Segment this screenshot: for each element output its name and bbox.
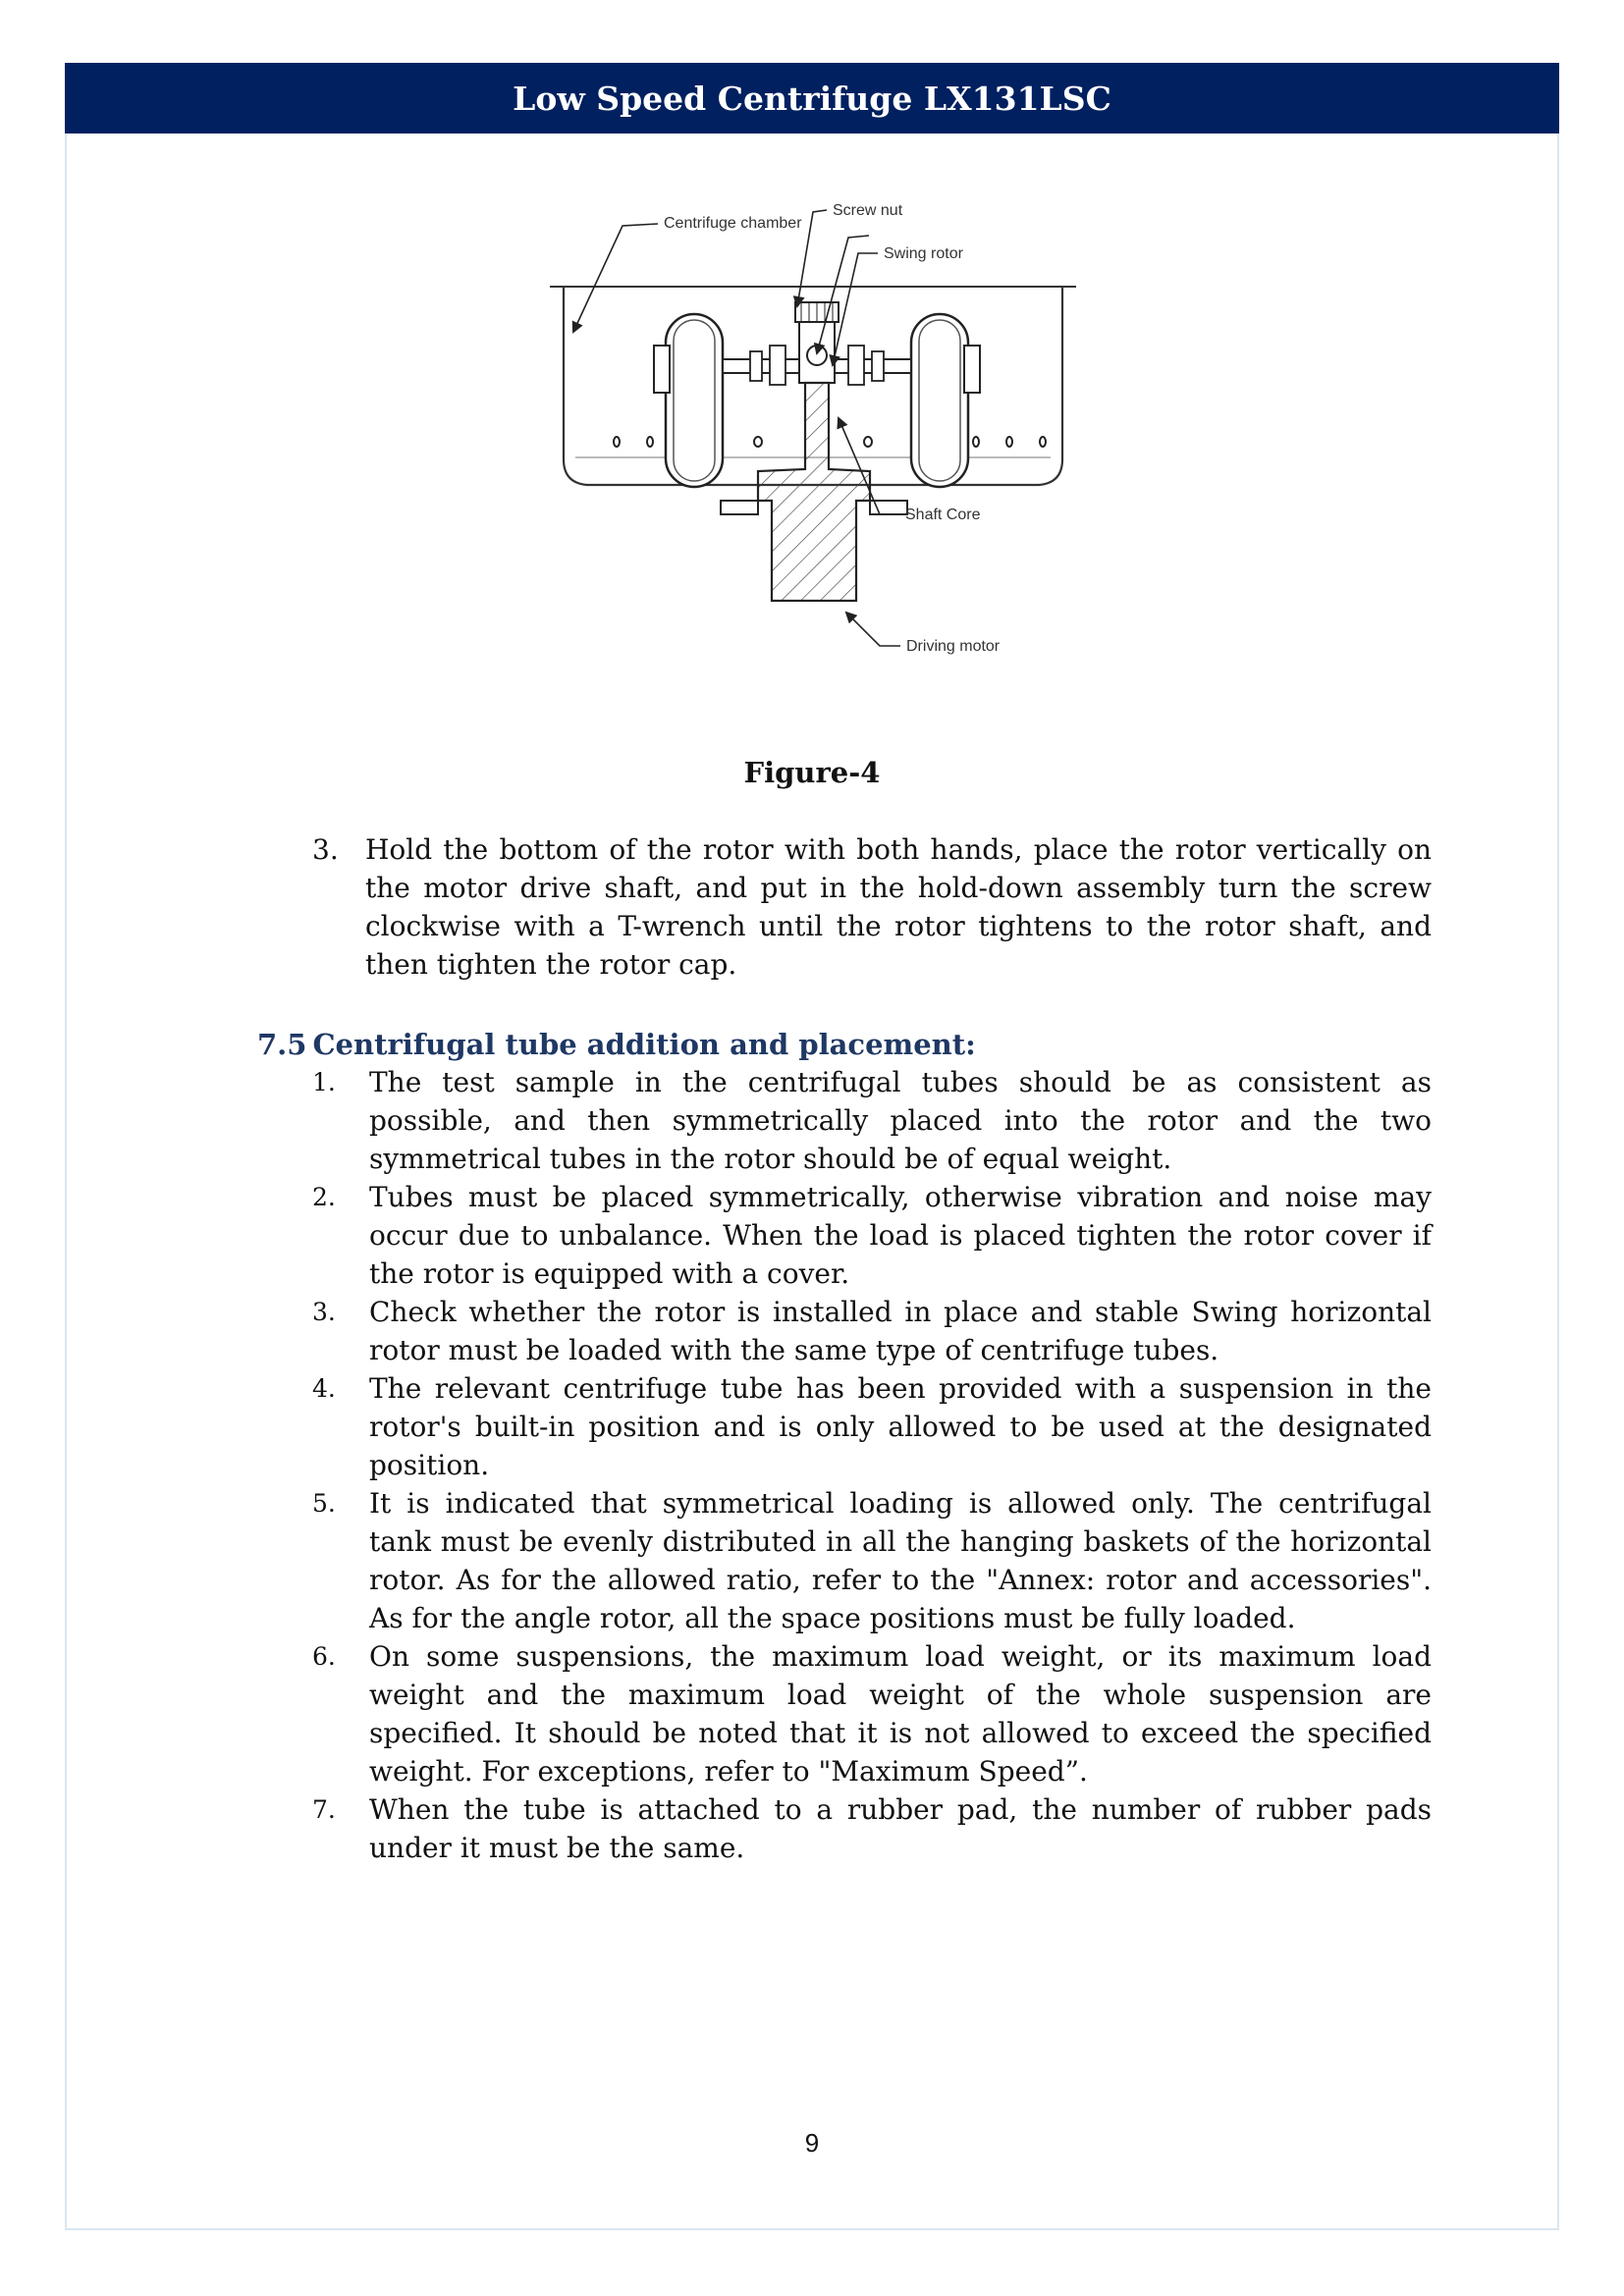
list-item-number: 7. <box>312 1795 336 1824</box>
step-3 <box>312 830 1432 984</box>
list-item <box>312 1063 1432 1178</box>
list-item-number: 6. <box>312 1642 336 1671</box>
screw-nut <box>795 302 839 383</box>
list-item <box>312 1790 1432 1867</box>
shaft-core <box>758 383 870 601</box>
label-centrifuge-chamber: Centrifuge chamber <box>664 215 802 232</box>
step-number: 3. <box>312 833 339 866</box>
list-item <box>312 1369 1432 1484</box>
list-item-text: The test sample in the centrifugal tubes should be as consistent as possible, and then symmetrically placed into the rotor and the two symmetrical tubes in the rotor should be of equal weight. <box>369 1066 1432 1175</box>
header-bar <box>65 63 1559 133</box>
list-item-text: On some suspensions, the maximum load weight, or its maximum load weight and the maximum load weight of the whole suspension are specified. It should be noted that it is not allowed to exceed the specified weight. For exceptions, refer to "Maximum Speed”. <box>369 1640 1432 1788</box>
label-driving-motor: Driving motor <box>906 638 1001 655</box>
list-item-text: Tubes must be placed symmetrically, otherwise vibration and noise may occur due to unbalance. When the load is placed tighten the rotor cover if the rotor is equipped with a cover. <box>369 1181 1432 1290</box>
list-item-number: 2. <box>312 1183 336 1211</box>
list-item-number: 4. <box>312 1374 336 1403</box>
list-item-text: It is indicated that symmetrical loading is allowed only. The centrifugal tank must be evenly distributed in all the hanging baskets of the horizontal rotor. As for the allowed ratio, refer to the "Annex: rotor and accessories". As for the angle rotor, all the space positions must be fully loaded. <box>369 1487 1432 1634</box>
swing-bucket-left <box>654 314 723 487</box>
figure-caption: Figure-4 <box>743 756 881 789</box>
list-item-number: 5. <box>312 1489 336 1518</box>
list-item-text: When the tube is attached to a rubber pad, the number of rubber pads under it must be the same. <box>369 1793 1432 1864</box>
list-item-number: 3. <box>312 1298 336 1326</box>
list-item-text: The relevant centrifuge tube has been provided with a suspension in the rotor's built-in position and is only allowed to be used at the designated position. <box>369 1372 1432 1481</box>
list-item-text: Check whether the rotor is installed in place and stable Swing horizontal rotor must be loaded with the same type of centrifuge tubes. <box>369 1296 1432 1366</box>
swing-bucket-right <box>911 314 980 487</box>
list-item <box>312 1637 1432 1790</box>
section-title: Centrifugal tube addition and placement: <box>312 1028 976 1061</box>
label-screw-nut: Screw nut <box>833 202 903 219</box>
step-text: Hold the bottom of the rotor with both hands, place the rotor vertically on the motor drive shaft, and put in the hold-down assembly turn the screw clockwise with a T-wrench until the rotor tightens to the rotor shaft, and then tighten the rotor cap. <box>365 833 1432 981</box>
list-item <box>312 1293 1432 1369</box>
section-number: 7.5 <box>257 1028 307 1061</box>
list-item-number: 1. <box>312 1068 336 1096</box>
document-title: Low Speed Centrifuge LX131LSC <box>513 79 1111 118</box>
list-item <box>312 1484 1432 1637</box>
section-heading <box>257 1028 976 1061</box>
label-swing-rotor: Swing rotor <box>884 245 963 262</box>
figure-4-diagram <box>532 188 1092 699</box>
centrifuge-diagram-svg <box>532 188 1092 699</box>
page-number: 9 <box>804 2128 820 2158</box>
placement-instructions-list <box>312 1063 1432 1867</box>
label-shaft-core: Shaft Core <box>905 507 981 523</box>
list-item <box>312 1178 1432 1293</box>
